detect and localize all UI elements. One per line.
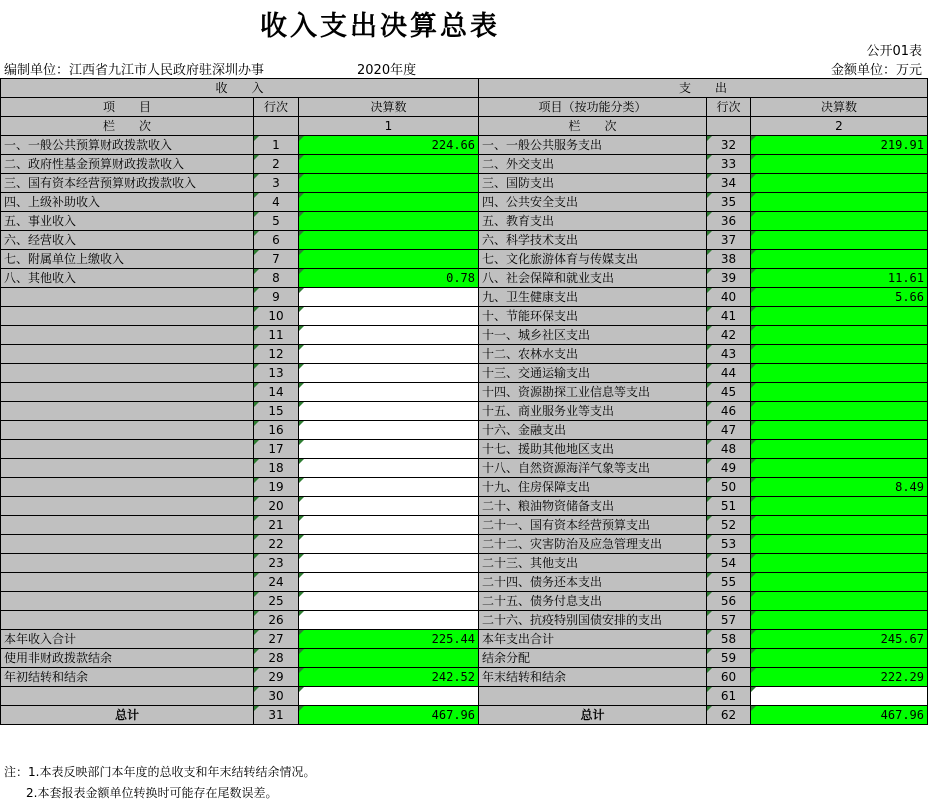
expense-line-number: 34 (707, 174, 751, 193)
income-line-number: 27 (254, 630, 299, 649)
income-item-label (1, 516, 254, 535)
table-row (1, 402, 928, 421)
income-item-label: 四、上级补助收入 (1, 193, 254, 212)
expense-total-label: 本年支出合计 (479, 630, 707, 649)
expense-line-number: 39 (707, 269, 751, 288)
expense-amount (751, 554, 928, 573)
expense-amount (751, 459, 928, 478)
expense-amount (751, 212, 928, 231)
income-line-number: 12 (254, 345, 299, 364)
expense-line-number: 38 (707, 250, 751, 269)
income-line-number: 5 (254, 212, 299, 231)
income-total-label: 年初结转和结余 (1, 668, 254, 687)
expense-item-label: 十五、商业服务业等支出 (479, 402, 707, 421)
expense-line-number: 36 (707, 212, 751, 231)
income-amount (299, 516, 479, 535)
income-item-label: 二、政府性基金预算财政拨款收入 (1, 155, 254, 174)
expense-item-label: 六、科学技术支出 (479, 231, 707, 250)
income-item-label (1, 459, 254, 478)
income-line-number: 3 (254, 174, 299, 193)
expense-amount (751, 193, 928, 212)
expense-line-number: 41 (707, 307, 751, 326)
income-item-label (1, 478, 254, 497)
expense-line-number: 47 (707, 421, 751, 440)
expense-item-label: 三、国防支出 (479, 174, 707, 193)
expense-amount (751, 649, 928, 668)
expense-line-number: 45 (707, 383, 751, 402)
income-item-label: 五、事业收入 (1, 212, 254, 231)
income-amount (299, 535, 479, 554)
expense-amount (751, 383, 928, 402)
income-item-label (1, 345, 254, 364)
income-amount (299, 459, 479, 478)
col-number-expense: 2 (751, 117, 928, 136)
col-number-income: 1 (299, 117, 479, 136)
table-row (1, 516, 928, 535)
income-line-number: 22 (254, 535, 299, 554)
income-item-label (1, 592, 254, 611)
income-amount (299, 383, 479, 402)
income-line-number: 31 (254, 706, 299, 725)
table-row (1, 611, 928, 630)
expense-amount (751, 174, 928, 193)
income-line-number: 26 (254, 611, 299, 630)
income-amount (299, 155, 479, 174)
income-line-number: 9 (254, 288, 299, 307)
expense-section-header: 支 出 (479, 79, 928, 98)
income-amount: 467.96 (299, 706, 479, 725)
expense-amount (751, 535, 928, 554)
income-line-number: 29 (254, 668, 299, 687)
income-line-number: 4 (254, 193, 299, 212)
expense-amount (751, 250, 928, 269)
expense-amount: 222.29 (751, 668, 928, 687)
expense-item-label: 十八、自然资源海洋气象等支出 (479, 459, 707, 478)
col-line-header: 行次 (707, 98, 751, 117)
income-line-number: 13 (254, 364, 299, 383)
expense-item-label: 二十四、债务还本支出 (479, 573, 707, 592)
income-item-label (1, 383, 254, 402)
row-label-header: 栏 次 (479, 117, 707, 136)
income-item-label (1, 611, 254, 630)
column-number-row (1, 117, 928, 136)
expense-item-label: 十六、金融支出 (479, 421, 707, 440)
table-row (1, 383, 928, 402)
expense-item-label: 二十、粮油物资储备支出 (479, 497, 707, 516)
report-year: 2020年度 (357, 63, 417, 78)
total-row (1, 630, 928, 649)
total-row (1, 687, 928, 706)
income-total-label (1, 687, 254, 706)
income-amount (299, 554, 479, 573)
total-row (1, 649, 928, 668)
expense-amount (751, 611, 928, 630)
income-line-number: 28 (254, 649, 299, 668)
expense-line-number: 46 (707, 402, 751, 421)
column-header-row (1, 98, 928, 117)
income-item-label (1, 554, 254, 573)
income-amount (299, 573, 479, 592)
expense-line-number: 33 (707, 155, 751, 174)
expense-amount (751, 497, 928, 516)
income-line-number: 11 (254, 326, 299, 345)
income-item-label (1, 326, 254, 345)
expense-line-number: 48 (707, 440, 751, 459)
section-header-row (1, 79, 928, 98)
income-item-label (1, 421, 254, 440)
row-label-header: 栏 次 (1, 117, 254, 136)
income-amount: 0.78 (299, 269, 479, 288)
expense-item-label: 七、文化旅游体育与传媒支出 (479, 250, 707, 269)
expense-line-number: 62 (707, 706, 751, 725)
income-line-number: 2 (254, 155, 299, 174)
expense-amount (751, 421, 928, 440)
income-total-label: 总计 (1, 706, 254, 725)
income-section-header: 收 入 (1, 79, 479, 98)
table-row (1, 459, 928, 478)
expense-amount: 245.67 (751, 630, 928, 649)
income-line-number: 30 (254, 687, 299, 706)
expense-amount: 219.91 (751, 136, 928, 155)
table-row (1, 288, 928, 307)
income-total-label: 使用非财政拨款结余 (1, 649, 254, 668)
currency-unit: 金额单位：万元 (830, 63, 922, 78)
expense-line-number: 54 (707, 554, 751, 573)
table-row (1, 345, 928, 364)
expense-line-number: 55 (707, 573, 751, 592)
blank-cell (254, 117, 299, 136)
expense-item-label: 十、节能环保支出 (479, 307, 707, 326)
col-amount-header: 决算数 (299, 98, 479, 117)
table-row (1, 307, 928, 326)
expense-amount (751, 155, 928, 174)
income-amount (299, 611, 479, 630)
income-amount (299, 402, 479, 421)
table-row (1, 535, 928, 554)
income-line-number: 15 (254, 402, 299, 421)
income-amount (299, 307, 479, 326)
expense-item-label: 二十一、国有资本经营预算支出 (479, 516, 707, 535)
expense-item-label: 十七、援助其他地区支出 (479, 440, 707, 459)
expense-item-label: 二十三、其他支出 (479, 554, 707, 573)
income-line-number: 16 (254, 421, 299, 440)
col-item-func-header: 项目（按功能分类） (479, 98, 707, 117)
income-item-label (1, 440, 254, 459)
footnotes (4, 762, 315, 804)
income-amount (299, 193, 479, 212)
expense-amount (751, 326, 928, 345)
expense-line-number: 59 (707, 649, 751, 668)
expense-amount (751, 402, 928, 421)
income-amount (299, 592, 479, 611)
expense-total-label: 结余分配 (479, 649, 707, 668)
expense-item-label: 二十二、灾害防治及应急管理支出 (479, 535, 707, 554)
expense-amount: 5.66 (751, 288, 928, 307)
table-row (1, 440, 928, 459)
table-row (1, 478, 928, 497)
income-item-label (1, 288, 254, 307)
table-row (1, 250, 928, 269)
income-amount: 242.52 (299, 668, 479, 687)
expense-item-label: 四、公共安全支出 (479, 193, 707, 212)
income-amount: 225.44 (299, 630, 479, 649)
income-amount: 224.66 (299, 136, 479, 155)
expense-item-label: 十三、交通运输支出 (479, 364, 707, 383)
reporting-unit: 编制单位：江西省九江市人民政府驻深圳办事 (4, 63, 265, 78)
table-row (1, 155, 928, 174)
expense-total-label: 年末结转和结余 (479, 668, 707, 687)
col-item-header: 项 目 (1, 98, 254, 117)
table-row (1, 573, 928, 592)
expense-item-label: 十二、农林水支出 (479, 345, 707, 364)
expense-amount (751, 345, 928, 364)
expense-line-number: 37 (707, 231, 751, 250)
income-line-number: 25 (254, 592, 299, 611)
income-amount (299, 326, 479, 345)
income-line-number: 6 (254, 231, 299, 250)
expense-total-label: 总计 (479, 706, 707, 725)
page-title: 收入支出决算总表 (260, 11, 500, 42)
expense-item-label: 八、社会保障和就业支出 (479, 269, 707, 288)
income-item-label (1, 402, 254, 421)
expense-amount (751, 364, 928, 383)
income-amount (299, 478, 479, 497)
income-item-label (1, 497, 254, 516)
expense-line-number: 51 (707, 497, 751, 516)
expense-line-number: 50 (707, 478, 751, 497)
income-item-label (1, 364, 254, 383)
expense-item-label: 二十六、抗疫特别国债安排的支出 (479, 611, 707, 630)
expense-line-number: 57 (707, 611, 751, 630)
footnote-2: 2.本套报表金额单位转换时可能存在尾数误差。 (26, 786, 278, 800)
income-line-number: 21 (254, 516, 299, 535)
table-row (1, 497, 928, 516)
income-amount (299, 421, 479, 440)
income-item-label: 一、一般公共预算财政拨款收入 (1, 136, 254, 155)
income-amount (299, 345, 479, 364)
expense-item-label: 二十五、债务付息支出 (479, 592, 707, 611)
income-amount (299, 364, 479, 383)
expense-item-label: 五、教育支出 (479, 212, 707, 231)
expense-item-label: 一、一般公共服务支出 (479, 136, 707, 155)
expense-amount: 11.61 (751, 269, 928, 288)
income-amount (299, 497, 479, 516)
expense-amount (751, 573, 928, 592)
form-code: 公开01表 (866, 44, 922, 59)
table-row (1, 554, 928, 573)
expense-line-number: 32 (707, 136, 751, 155)
expense-line-number: 58 (707, 630, 751, 649)
income-line-number: 14 (254, 383, 299, 402)
income-amount (299, 649, 479, 668)
income-line-number: 20 (254, 497, 299, 516)
table-row (1, 174, 928, 193)
expense-line-number: 40 (707, 288, 751, 307)
table-row (1, 364, 928, 383)
income-amount (299, 440, 479, 459)
table-row (1, 136, 928, 155)
expense-amount (751, 516, 928, 535)
report-info-line (2, 59, 922, 77)
table-row (1, 212, 928, 231)
income-amount (299, 250, 479, 269)
table-row (1, 326, 928, 345)
income-item-label: 三、国有资本经营预算财政拨款收入 (1, 174, 254, 193)
expense-line-number: 42 (707, 326, 751, 345)
table-row (1, 193, 928, 212)
expense-line-number: 61 (707, 687, 751, 706)
col-line-header: 行次 (254, 98, 299, 117)
expense-line-number: 60 (707, 668, 751, 687)
expense-amount (751, 307, 928, 326)
income-expense-table (0, 78, 928, 725)
income-amount (299, 212, 479, 231)
income-amount (299, 174, 479, 193)
table-row (1, 269, 928, 288)
income-line-number: 1 (254, 136, 299, 155)
table-row (1, 421, 928, 440)
expense-line-number: 49 (707, 459, 751, 478)
expense-line-number: 44 (707, 364, 751, 383)
income-line-number: 18 (254, 459, 299, 478)
income-amount (299, 231, 479, 250)
expense-line-number: 43 (707, 345, 751, 364)
income-line-number: 19 (254, 478, 299, 497)
expense-amount (751, 440, 928, 459)
income-line-number: 23 (254, 554, 299, 573)
income-line-number: 17 (254, 440, 299, 459)
blank-cell (707, 117, 751, 136)
income-item-label: 八、其他收入 (1, 269, 254, 288)
expense-line-number: 56 (707, 592, 751, 611)
expense-item-label: 二、外交支出 (479, 155, 707, 174)
total-row (1, 706, 928, 725)
expense-item-label: 十四、资源勘探工业信息等支出 (479, 383, 707, 402)
expense-item-label: 十一、城乡社区支出 (479, 326, 707, 345)
income-item-label (1, 573, 254, 592)
income-item-label (1, 535, 254, 554)
income-item-label (1, 307, 254, 326)
expense-item-label: 十九、住房保障支出 (479, 478, 707, 497)
expense-item-label: 九、卫生健康支出 (479, 288, 707, 307)
table-row (1, 592, 928, 611)
expense-line-number: 53 (707, 535, 751, 554)
col-amount-header: 决算数 (751, 98, 928, 117)
income-line-number: 8 (254, 269, 299, 288)
expense-amount (751, 687, 928, 706)
expense-amount: 467.96 (751, 706, 928, 725)
expense-line-number: 35 (707, 193, 751, 212)
income-amount (299, 288, 479, 307)
expense-amount: 8.49 (751, 478, 928, 497)
expense-total-label (479, 687, 707, 706)
expense-line-number: 52 (707, 516, 751, 535)
expense-amount (751, 592, 928, 611)
table-row (1, 231, 928, 250)
income-line-number: 10 (254, 307, 299, 326)
income-line-number: 7 (254, 250, 299, 269)
income-item-label: 七、附属单位上缴收入 (1, 250, 254, 269)
income-item-label: 六、经营收入 (1, 231, 254, 250)
expense-amount (751, 231, 928, 250)
footnote-1: 注：1.本表反映部门本年度的总收支和年末结转结余情况。 (4, 765, 316, 779)
total-row (1, 668, 928, 687)
income-line-number: 24 (254, 573, 299, 592)
income-total-label: 本年收入合计 (1, 630, 254, 649)
income-amount (299, 687, 479, 706)
